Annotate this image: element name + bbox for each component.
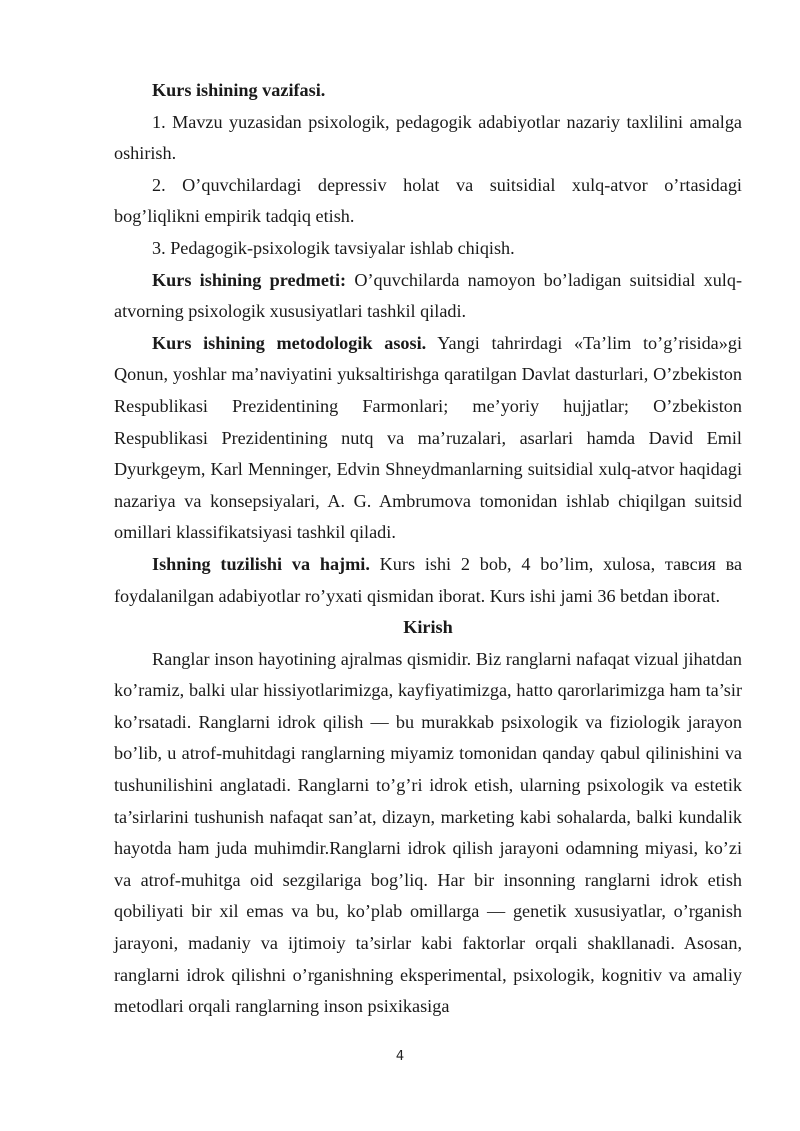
section-heading-tasks [114, 75, 742, 107]
methodology-label: Kurs ishining metodologik asosi. [152, 332, 427, 353]
task-item-1: 1. Mavzu yuzasidan psixologik, pedagogik adabiyotlar nazariy taxlilini amalga oshirish. [114, 111, 742, 164]
methodology-paragraph [114, 328, 742, 549]
page-body [114, 75, 742, 1023]
page-number: 4 [395, 1049, 405, 1064]
intro-heading: Kirish [403, 617, 453, 638]
subject-paragraph [114, 265, 742, 328]
intro-paragraph: Ranglar inson hayotining ajralmas qismidir. Biz ranglarni nafaqat vizual jihatdan ko’ramiz, balki ular hissiyotlarimizga, kayfiyatimizga, hatto qarorlarimizga ham ta’sir ko’rsatadi. Ranglarni idrok qilish — bu murakkab psixologik va fiziologik jarayon bo’lib, u atrof-muhitdagi ranglarning miyamiz tomonidan qanday qabul qilinishini va tushunilishini anglatadi. Ranglarni to’g’ri idrok etish, ularning psixologik va estetik ta’sirlarini tushunish nafaqat san’at, dizayn, marketing kabi sohalarda, balki kundalik hayotda ham juda muhimdir.Ranglarni idrok qilish jarayoni odamning miyasi, ko’zi va atrof-muhitga oid sezgilariga bog’liq. Har bir insonning ranglarni idrok etish qobiliyati bir xil emas va bu, ko’plab omillarga — genetik xususiyatlar, o’rganish jarayoni, madaniy va ijtimoiy ta’sirlar kabi faktorlar orqali shakllanadi. Asosan, ranglarni idrok qilishni o’rganishning eksperimental, psixologik, kognitiv va amaliy metodlari orqali ranglarning inson psixikasiga [114, 648, 742, 1017]
structure-label: Ishning tuzilishi va hajmi. [152, 553, 370, 574]
section-heading-text: Kurs ishining vazifasi. [152, 80, 326, 100]
methodology-text: Yangi tahrirdagi «Ta’lim to’g’risida»gi Qonun, yoshlar ma’naviyatini yuksaltirishga qaratilgan Davlat dasturlari, O’zbekiston Respublikasi Prezidentining Farmonlari; me’yoriy hujjatlar; O’zbekiston Respublikasi Prezidentining nutq va ma’ruzalari, asarlari hamda David Emil Dyurkgeym, Karl Menninger, Edvin Shneydmanlarning suitsidial xulq-atvor haqidagi nazariya va konsepsiyalari, A. G. Ambrumova tomonidan ishlab chiqilgan suitsid omillari klassifikatsiyasi tashkil qiladi. [114, 332, 742, 543]
task-item-3: 3. Pedagogik-psixologik tavsiyalar ishlab chiqish. [152, 237, 515, 258]
structure-paragraph [114, 549, 742, 612]
subject-label: Kurs ishining predmeti: [152, 269, 347, 290]
subject-text: O’quvchilarda namoyon bo’ladigan suitsidial xulq-atvorning psixologik xususiyatlari tashkil qiladi. [114, 269, 743, 322]
task-item-2: 2. O’quvchilardagi depressiv holat va suitsidial xulq-atvor o’rtasidagi bog’liqlikni empirik tadqiq etish. [114, 174, 742, 227]
structure-text: Kurs ishi 2 bob, 4 bo’lim, xulosa, тавсия ва foydalanilgan adabiyotlar ro’yxati qismidan iborat. Kurs ishi jami 36 betdan iborat. [114, 553, 743, 606]
